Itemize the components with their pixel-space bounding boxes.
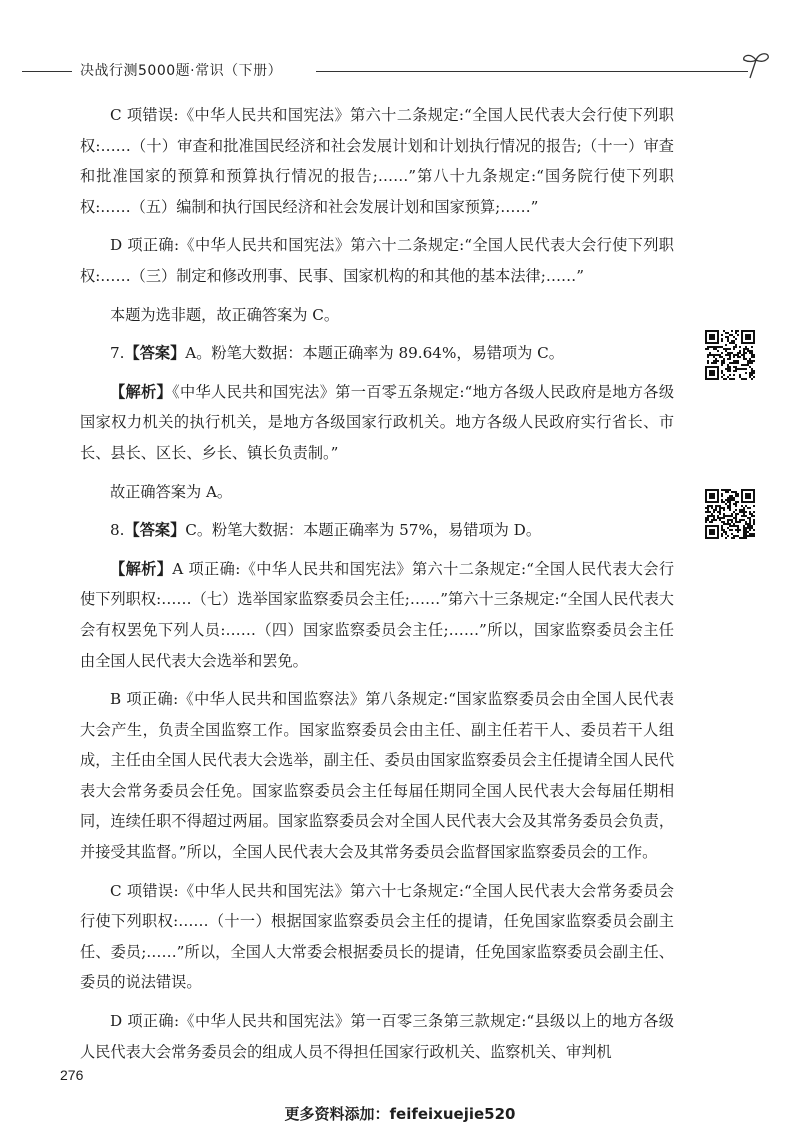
analysis-7: 【解析】《中华人民共和国宪法》第一百零五条规定:“地方各级人民政府是地方各级国家权力机关的执行机关，是地方各级国家行政机关。地方各级人民政府实行省长、市长、县长、区长、乡长、镇长负责制。” [80, 382, 675, 462]
paragraph: C 项错误:《中华人民共和国宪法》第六十二条规定:“全国人民代表大会行使下列职权:……（十）审查和批准国民经济和社会发展计划和计划执行情况的报告;（十一）审查和批准国家的预算和预算执行情况的报告;……”第八十九条规定:“国务院行使下列职权:……（五）编制和执行国民经济和社会发展计划和国家预算;……” [80, 106, 674, 216]
paragraph: 本题为选非题，故正确答案为 C。 [110, 305, 340, 324]
analysis-8: 【解析】A 项正确:《中华人民共和国宪法》第六十二条规定:“全国人民代表大会行使下列职权:……（七）选举国家监察委员会主任;……”第六十三条规定:“全国人民代表大会有权罢免下列人员:……（四）国家监察委员会主任;……”所以，国家监察委员会主任由全国人民代表大会选举和罢免。 [80, 559, 675, 670]
page-number: 276 [60, 1067, 84, 1083]
paragraph: C 项错误:《中华人民共和国宪法》第六十七条规定:“全国人民代表大会常务委员会行使下列职权:……（十一）根据国家监察委员会主任的提请，任免国家监察委员会副主任、委员;……”所以，全国人大常委会根据委员长的提请，任免国家监察委员会副主任、委员的说法错误。 [80, 881, 674, 992]
qr-code-icon[interactable] [705, 330, 755, 380]
running-header [22, 48, 774, 82]
paragraph: B 项正确:《中华人民共和国监察法》第八条规定:“国家监察委员会由全国人民代表大会产生，负责全国监察工作。国家监察委员会由主任、副主任若干人、委员若干人组成，主任由全国人民代表大会选举，副主任、委员由国家监察委员会主任提请全国人民代表大会常务委员会任免。国家监察委员会主任每届任期同全国人民代表大会每届任期相同，连续任职不得超过两届。国家监察委员会对全国人民代表大会及其常务委员会负责，并接受其监督。”所以，全国人民代表大会及其常务委员会监督国家监察委员会的工作。 [80, 690, 674, 862]
sprout-icon [740, 48, 774, 82]
qr-code-icon[interactable] [705, 489, 755, 539]
answer-tag: 【答案】 [124, 521, 186, 540]
header-rule-left [22, 71, 72, 72]
footer-note: 更多资料添加：feifeixuejie520 [284, 1105, 516, 1123]
paragraph: D 项正确:《中华人民共和国宪法》第六十二条规定:“全国人民代表大会行使下列职权:……（三）制定和修改刑事、民事、国家机构的和其他的基本法律;……” [80, 236, 674, 285]
paragraph: 故正确答案为 A。 [110, 482, 233, 501]
analysis-tag: 【解析】 [110, 382, 173, 401]
answer-8: 8.【答案】C。粉笔大数据：本题正确率为 57%，易错项为 D。 [110, 521, 542, 540]
header-rule-right [316, 71, 748, 72]
answer-7: 7.【答案】A。粉笔大数据：本题正确率为 89.64%，易错项为 C。 [110, 344, 564, 363]
paragraph: D 项正确:《中华人民共和国宪法》第一百零三条第三款规定:“县级以上的地方各级人民代表大会常务委员会的组成人员不得担任国家行政机关、监察机关、审判机 [80, 1012, 674, 1061]
answer-tag: 【答案】 [124, 344, 186, 363]
book-title: 决战行测5000题·常识（下册） [80, 63, 283, 79]
analysis-tag: 【解析】 [110, 559, 173, 578]
article-body [80, 100, 674, 1075]
